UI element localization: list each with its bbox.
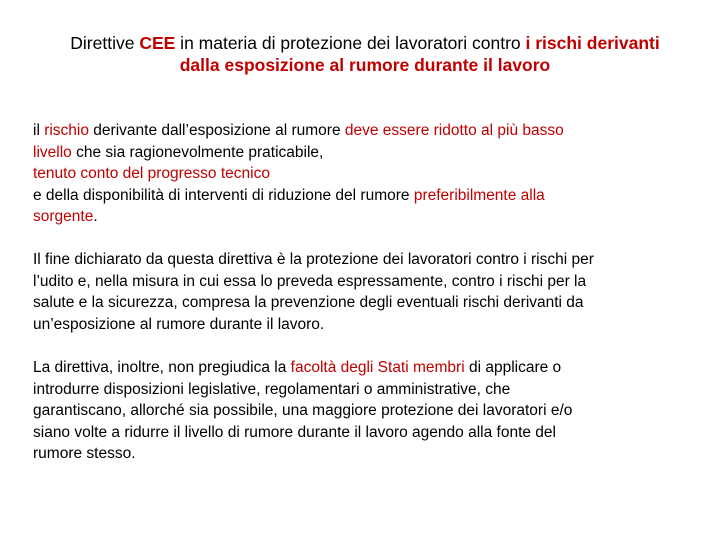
paragraph-line: garantiscano, allorché sia possibile, una maggiore protezione dei lavoratori e/o	[33, 402, 573, 419]
highlight-technical-progress: tenuto conto del progresso tecnico	[33, 165, 270, 182]
paragraph-3	[33, 357, 693, 465]
paragraph-1	[33, 120, 693, 228]
paragraph-line: Il fine dichiarato da questa direttiva è la protezione dei lavoratori contro i rischi per	[33, 251, 594, 268]
title-text: in materia di protezione dei lavoratori contro	[175, 33, 526, 53]
title-line-1	[20, 32, 710, 54]
paragraph-line: siano volte a ridurre il livello di rumore durante il lavoro agendo alla fonte del	[33, 423, 556, 441]
paragraph-line: l’udito e, nella misura in cui essa lo preveda espressamente, contro i rischi per la	[33, 272, 587, 290]
text-run: derivante dall’esposizione al rumore	[89, 122, 345, 139]
text-run: di applicare o	[464, 359, 562, 376]
paragraph-line	[33, 120, 693, 142]
title-line-2: dalla esposizione al rumore durante il lavoro	[179, 55, 551, 75]
slide-title	[20, 32, 710, 76]
highlight-rischio: rischio	[44, 122, 89, 139]
text-run: che sia ragionevolmente praticabile,	[71, 143, 324, 161]
text-run: il	[33, 122, 45, 139]
paragraph-line: introdurre disposizioni legislative, regolamentari o amministrative, che	[33, 380, 511, 398]
paragraph-line	[33, 142, 693, 164]
text-run: La direttiva, inoltre, non pregiudica la	[33, 359, 291, 376]
title-highlight-risks: i rischi derivanti	[525, 33, 660, 53]
highlight-member-states: facoltà degli Stati membri	[290, 359, 465, 376]
paragraph-line: rumore stesso.	[33, 445, 136, 462]
text-run: .	[93, 208, 98, 225]
paragraph-line	[33, 357, 693, 379]
highlight-reduction: deve essere ridotto al più basso	[344, 122, 564, 139]
paragraph-line: un’esposizione al rumore durante il lavoro.	[33, 315, 325, 333]
title-highlight-cee: CEE	[139, 33, 176, 53]
text-run: e della disponibilità di interventi di riduzione del rumore	[33, 186, 414, 204]
paragraph-line: salute e la sicurezza, compresa la prevenzione degli eventuali rischi derivanti da	[33, 294, 584, 311]
paragraph-line	[33, 206, 693, 228]
paragraph-line	[33, 185, 693, 207]
highlight-livello: livello	[33, 143, 72, 161]
title-text: Direttive	[70, 33, 140, 53]
highlight-source: sorgente	[33, 208, 94, 225]
highlight-preferably: preferibilmente alla	[413, 186, 545, 204]
paragraph-2	[33, 249, 693, 335]
